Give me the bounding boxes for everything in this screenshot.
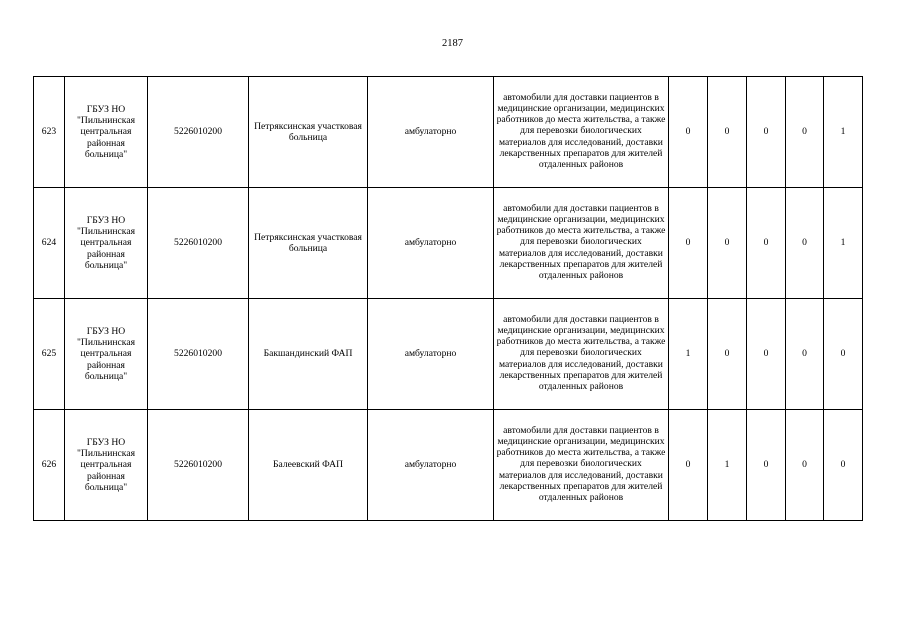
care-type-cell: амбулаторно	[368, 410, 494, 521]
facility-cell: Бакшандинский ФАП	[249, 299, 368, 410]
value-cell: 0	[824, 299, 863, 410]
value-cell: 0	[747, 410, 786, 521]
care-type-cell: амбулаторно	[368, 299, 494, 410]
code-cell: 5226010200	[148, 299, 249, 410]
purpose-text: автомобили для доставки пациентов в медицинские организации, медицинских работников до места жительства, а также для перевозки биологических материалов для исследований, доставки лекарственных препаратов для жителей отдаленных районов	[496, 202, 666, 281]
purpose-text: автомобили для доставки пациентов в медицинские организации, медицинских работников до места жительства, а также для перевозки биологических материалов для исследований, доставки лекарственных препаратов для жителей отдаленных районов	[496, 313, 666, 392]
value-cell: 0	[669, 188, 708, 299]
care-type-cell: амбулаторно	[368, 188, 494, 299]
value-cell: 1	[708, 410, 747, 521]
table-row	[34, 188, 863, 299]
value-cell: 0	[786, 188, 824, 299]
table-row	[34, 299, 863, 410]
purpose-cell	[494, 410, 669, 521]
value-cell: 0	[669, 410, 708, 521]
value-cell: 0	[708, 77, 747, 188]
purpose-text: автомобили для доставки пациентов в медицинские организации, медицинских работников до места жительства, а также для перевозки биологических материалов для исследований, доставки лекарственных препаратов для жителей отдаленных районов	[496, 424, 666, 503]
value-cell: 0	[824, 410, 863, 521]
organization-cell: ГБУЗ НО "Пильнинская центральная районная больница"	[65, 299, 148, 410]
organization-cell: ГБУЗ НО "Пильнинская центральная районная больница"	[65, 77, 148, 188]
page-number: 2187	[442, 38, 463, 49]
value-cell: 0	[708, 299, 747, 410]
facility-cell: Балеевский ФАП	[249, 410, 368, 521]
care-type-cell: амбулаторно	[368, 77, 494, 188]
data-table	[33, 76, 863, 521]
facility-cell: Петряксинская участковая больница	[249, 188, 368, 299]
value-cell: 1	[669, 299, 708, 410]
purpose-cell	[494, 77, 669, 188]
purpose-text: автомобили для доставки пациентов в медицинские организации, медицинских работников до места жительства, а также для перевозки биологических материалов для исследований, доставки лекарственных препаратов для жителей отдаленных районов	[496, 91, 666, 170]
code-cell: 5226010200	[148, 77, 249, 188]
row-number-cell: 626	[34, 410, 65, 521]
purpose-cell	[494, 188, 669, 299]
organization-cell: ГБУЗ НО "Пильнинская центральная районная больница"	[65, 410, 148, 521]
row-number-cell: 623	[34, 77, 65, 188]
value-cell: 0	[747, 77, 786, 188]
table-row	[34, 77, 863, 188]
value-cell: 1	[824, 188, 863, 299]
facility-cell: Петряксинская участковая больница	[249, 77, 368, 188]
table-row	[34, 410, 863, 521]
value-cell: 0	[747, 188, 786, 299]
value-cell: 0	[669, 77, 708, 188]
code-cell: 5226010200	[148, 188, 249, 299]
value-cell: 0	[786, 299, 824, 410]
value-cell: 1	[824, 77, 863, 188]
value-cell: 0	[786, 77, 824, 188]
organization-cell: ГБУЗ НО "Пильнинская центральная районная больница"	[65, 188, 148, 299]
value-cell: 0	[708, 188, 747, 299]
row-number-cell: 624	[34, 188, 65, 299]
row-number-cell: 625	[34, 299, 65, 410]
code-cell: 5226010200	[148, 410, 249, 521]
value-cell: 0	[786, 410, 824, 521]
purpose-cell	[494, 299, 669, 410]
value-cell: 0	[747, 299, 786, 410]
